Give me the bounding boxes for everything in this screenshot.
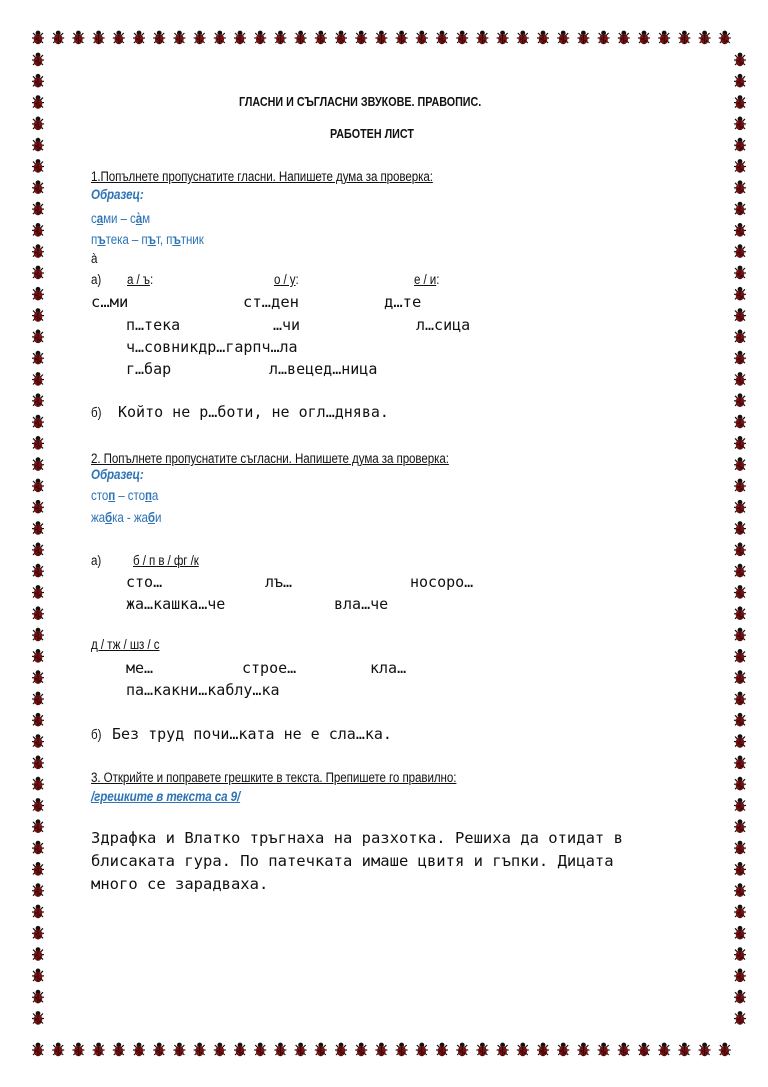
ladybug-icon bbox=[476, 31, 488, 45]
ladybug-icon bbox=[734, 990, 746, 1004]
ladybug-icon bbox=[734, 756, 746, 770]
ladybug-icon bbox=[734, 670, 746, 684]
ladybug-icon bbox=[295, 1043, 307, 1057]
ladybug-icon bbox=[734, 351, 746, 365]
ladybug-icon bbox=[113, 31, 125, 45]
t2-word-5: вла…че bbox=[334, 595, 389, 613]
ladybug-icon bbox=[497, 1043, 509, 1057]
ladybug-icon bbox=[32, 947, 44, 961]
ladybug-icon bbox=[32, 500, 44, 514]
ladybug-icon bbox=[32, 415, 44, 429]
ladybug-icon bbox=[678, 1043, 690, 1057]
ladybug-icon bbox=[32, 883, 44, 897]
ladybug-icon bbox=[678, 31, 690, 45]
ladybug-icon bbox=[598, 1043, 610, 1057]
page-subtitle: РАБОТЕН ЛИСТ bbox=[330, 127, 414, 141]
ladybug-icon bbox=[476, 1043, 488, 1057]
ladybug-icon bbox=[52, 31, 64, 45]
task2-heading: 2. Попълнете пропуснатите съгласни. Напишете дума за проверка: bbox=[91, 451, 449, 466]
ladybug-icon bbox=[618, 1043, 630, 1057]
task3-line-3: много се зарадваха. bbox=[91, 875, 269, 893]
ladybug-icon bbox=[32, 393, 44, 407]
t2-word-7: строе… bbox=[242, 659, 297, 677]
ladybug-icon bbox=[274, 1043, 286, 1057]
ladybug-icon bbox=[638, 31, 650, 45]
ladybug-icon bbox=[32, 756, 44, 770]
ladybug-icon bbox=[254, 31, 266, 45]
ladybug-icon bbox=[32, 777, 44, 791]
ladybug-icon bbox=[734, 819, 746, 833]
ladybug-icon bbox=[734, 95, 746, 109]
t1-word-2: ст…ден bbox=[243, 293, 299, 311]
page-title: ГЛАСНИ И СЪГЛАСНИ ЗВУКОВЕ. ПРАВОПИС. bbox=[239, 95, 482, 109]
ladybug-icon bbox=[93, 31, 105, 45]
ladybug-icon bbox=[734, 330, 746, 344]
ladybug-icon bbox=[375, 1043, 387, 1057]
t2-word-2: лъ… bbox=[265, 573, 293, 591]
ladybug-icon bbox=[537, 1043, 549, 1057]
ladybug-icon bbox=[32, 606, 44, 620]
ladybug-icon bbox=[734, 436, 746, 450]
ladybug-icon bbox=[734, 74, 746, 88]
ladybug-icon bbox=[734, 905, 746, 919]
ladybug-icon bbox=[456, 1043, 468, 1057]
ladybug-icon bbox=[32, 223, 44, 237]
ladybug-icon bbox=[699, 1043, 711, 1057]
ladybug-icon bbox=[32, 905, 44, 919]
ladybug-icon bbox=[315, 1043, 327, 1057]
ladybug-icon bbox=[355, 31, 367, 45]
task2-a-label: а) bbox=[91, 553, 102, 568]
task2-example-1: стоп – стопа bbox=[91, 488, 159, 503]
ladybug-icon bbox=[32, 117, 44, 131]
t2-word-1: сто… bbox=[126, 573, 163, 591]
ladybug-icon bbox=[32, 479, 44, 493]
ladybug-icon bbox=[113, 1043, 125, 1057]
ladybug-icon bbox=[32, 1011, 44, 1025]
ladybug-icon bbox=[719, 31, 731, 45]
ladybug-icon bbox=[32, 585, 44, 599]
ladybug-icon bbox=[734, 202, 746, 216]
ladybug-icon bbox=[355, 1043, 367, 1057]
ladybug-icon bbox=[658, 1043, 670, 1057]
consonant-group-2: д / тж / шз / с bbox=[91, 637, 160, 652]
stray-char: à bbox=[91, 251, 98, 266]
ladybug-icon bbox=[173, 1043, 185, 1057]
ladybug-icon bbox=[32, 180, 44, 194]
t1-word-5: …чи bbox=[273, 316, 301, 334]
ladybug-icon bbox=[734, 543, 746, 557]
ladybug-icon bbox=[214, 31, 226, 45]
ladybug-icon bbox=[133, 31, 145, 45]
ladybug-icon bbox=[254, 1043, 266, 1057]
task1-sample-label: Образец: bbox=[91, 187, 144, 202]
ladybug-icon bbox=[436, 1043, 448, 1057]
ladybug-icon bbox=[32, 798, 44, 812]
ladybug-icon bbox=[734, 415, 746, 429]
ladybug-icon bbox=[194, 31, 206, 45]
ladybug-icon bbox=[32, 819, 44, 833]
ladybug-icon bbox=[32, 564, 44, 578]
task2-b-label: б) bbox=[91, 727, 102, 742]
ladybug-icon bbox=[734, 841, 746, 855]
ladybug-icon bbox=[416, 31, 428, 45]
vowel-pair-e-i: е / и: bbox=[414, 272, 440, 287]
ladybug-icon bbox=[734, 308, 746, 322]
task1-example-1: сами – са̀м bbox=[91, 211, 151, 226]
ladybug-icon bbox=[734, 777, 746, 791]
task3-note: /грешките в текста са 9/ bbox=[91, 789, 241, 804]
task2-proverb: Без труд почи…ката не е сла…ка. bbox=[112, 725, 392, 743]
ladybug-icon bbox=[274, 31, 286, 45]
ladybug-icon bbox=[734, 798, 746, 812]
ladybug-icon bbox=[396, 1043, 408, 1057]
ladybug-icon bbox=[234, 1043, 246, 1057]
ladybug-icon bbox=[52, 1043, 64, 1057]
ladybug-icon bbox=[32, 692, 44, 706]
task2-sample-label: Образец: bbox=[91, 467, 144, 482]
ladybug-icon bbox=[734, 969, 746, 983]
t1-word-4: п…тека bbox=[126, 316, 181, 334]
ladybug-icon bbox=[234, 31, 246, 45]
ladybug-icon bbox=[734, 53, 746, 67]
ladybug-icon bbox=[517, 1043, 529, 1057]
ladybug-icon bbox=[537, 31, 549, 45]
ladybug-icon bbox=[517, 31, 529, 45]
task1-example-2: пътека – път, пътник bbox=[91, 232, 204, 247]
ladybug-icon bbox=[194, 1043, 206, 1057]
ladybug-icon bbox=[32, 159, 44, 173]
t2-word-3: носоро… bbox=[410, 573, 474, 591]
ladybug-icon bbox=[734, 564, 746, 578]
task3-line-1: Здрафка и Влатко тръгнаха на разхотка. Решиха да отидат в bbox=[91, 829, 623, 847]
task2-example-2: жабка - жаби bbox=[91, 510, 162, 525]
task1-a-label: а) bbox=[91, 272, 102, 287]
ladybug-icon bbox=[32, 841, 44, 855]
ladybug-icon bbox=[734, 372, 746, 386]
task3-heading: 3. Открийте и поправете грешките в текста. Препишете го правилно: bbox=[91, 770, 457, 785]
ladybug-icon bbox=[173, 31, 185, 45]
ladybug-icon bbox=[557, 31, 569, 45]
ladybug-icon bbox=[32, 543, 44, 557]
task1-proverb: Който не р…боти, не огл…днява. bbox=[118, 403, 389, 421]
ladybug-icon bbox=[32, 31, 44, 45]
ladybug-icon bbox=[734, 926, 746, 940]
ladybug-icon bbox=[396, 31, 408, 45]
ladybug-icon bbox=[375, 31, 387, 45]
ladybug-icon bbox=[32, 53, 44, 67]
ladybug-icon bbox=[32, 990, 44, 1004]
ladybug-icon bbox=[734, 223, 746, 237]
ladybug-icon bbox=[416, 1043, 428, 1057]
ladybug-icon bbox=[214, 1043, 226, 1057]
ladybug-icon bbox=[93, 1043, 105, 1057]
ladybug-icon bbox=[734, 862, 746, 876]
t2-word-9: па…какни…каблу…ка bbox=[126, 681, 280, 699]
ladybug-icon bbox=[734, 883, 746, 897]
vowel-pair-a-y: а / ъ: bbox=[127, 272, 154, 287]
task3-line-2: блисаката гура. По патечката имаше цвитя и гъпки. Дицата bbox=[91, 852, 614, 870]
ladybug-icon bbox=[577, 1043, 589, 1057]
ladybug-icon bbox=[32, 74, 44, 88]
ladybug-icon bbox=[335, 1043, 347, 1057]
ladybug-icon bbox=[32, 351, 44, 365]
ladybug-icon bbox=[32, 628, 44, 642]
t1-word-6: л…сица bbox=[416, 316, 471, 334]
ladybug-icon bbox=[72, 1043, 84, 1057]
ladybug-icon bbox=[658, 31, 670, 45]
ladybug-icon bbox=[734, 138, 746, 152]
ladybug-icon bbox=[32, 308, 44, 322]
ladybug-icon bbox=[734, 500, 746, 514]
ladybug-icon bbox=[315, 31, 327, 45]
ladybug-icon bbox=[32, 287, 44, 301]
ladybug-icon bbox=[734, 287, 746, 301]
ladybug-icon bbox=[734, 649, 746, 663]
ladybug-icon bbox=[557, 1043, 569, 1057]
t1-word-3: д…те bbox=[384, 293, 422, 311]
ladybug-icon bbox=[72, 31, 84, 45]
ladybug-icon bbox=[436, 31, 448, 45]
ladybug-icon bbox=[153, 1043, 165, 1057]
ladybug-icon bbox=[335, 31, 347, 45]
ladybug-icon bbox=[734, 628, 746, 642]
t2-word-4: жа…кашка…че bbox=[126, 595, 226, 613]
ladybug-icon bbox=[32, 436, 44, 450]
t2-word-8: кла… bbox=[370, 659, 407, 677]
ladybug-icon bbox=[734, 159, 746, 173]
ladybug-icon bbox=[153, 31, 165, 45]
task1-b-label: б) bbox=[91, 405, 102, 420]
ladybug-icon bbox=[577, 31, 589, 45]
ladybug-icon bbox=[638, 1043, 650, 1057]
ladybug-icon bbox=[32, 926, 44, 940]
ladybug-icon bbox=[734, 521, 746, 535]
t1-word-1: с…ми bbox=[91, 293, 129, 311]
ladybug-icon bbox=[32, 95, 44, 109]
ladybug-icon bbox=[32, 521, 44, 535]
ladybug-icon bbox=[32, 330, 44, 344]
ladybug-icon bbox=[734, 692, 746, 706]
ladybug-icon bbox=[734, 117, 746, 131]
ladybug-icon bbox=[734, 947, 746, 961]
ladybug-icon bbox=[734, 713, 746, 727]
ladybug-icon bbox=[734, 734, 746, 748]
ladybug-icon bbox=[32, 372, 44, 386]
ladybug-icon bbox=[32, 266, 44, 280]
ladybug-icon bbox=[295, 31, 307, 45]
ladybug-icon bbox=[32, 138, 44, 152]
t1-word-9: л…вецед…ница bbox=[269, 360, 378, 378]
ladybug-icon bbox=[32, 1043, 44, 1057]
ladybug-icon bbox=[734, 266, 746, 280]
ladybug-icon bbox=[32, 734, 44, 748]
ladybug-icon bbox=[734, 1011, 746, 1025]
ladybug-icon bbox=[734, 393, 746, 407]
consonant-group-1: б / п в / фг /к bbox=[133, 553, 199, 568]
ladybug-icon bbox=[734, 585, 746, 599]
ladybug-icon bbox=[734, 180, 746, 194]
ladybug-icon bbox=[32, 969, 44, 983]
ladybug-icon bbox=[699, 31, 711, 45]
ladybug-icon bbox=[598, 31, 610, 45]
ladybug-icon bbox=[32, 670, 44, 684]
ladybug-icon bbox=[133, 1043, 145, 1057]
ladybug-icon bbox=[32, 202, 44, 216]
ladybug-icon bbox=[32, 649, 44, 663]
ladybug-icon bbox=[32, 713, 44, 727]
t2-word-6: ме… bbox=[126, 659, 154, 677]
ladybug-icon bbox=[32, 244, 44, 258]
ladybug-icon bbox=[618, 31, 630, 45]
ladybug-icon bbox=[32, 457, 44, 471]
ladybug-icon bbox=[734, 244, 746, 258]
ladybug-icon bbox=[719, 1043, 731, 1057]
task1-heading: 1.Попълнете пропуснатите гласни. Напишете дума за проверка: bbox=[91, 169, 433, 184]
t1-word-7: ч…совникдр…гарпч…ла bbox=[126, 338, 298, 356]
vowel-pair-o-u: о / у: bbox=[274, 272, 299, 287]
ladybug-icon bbox=[32, 862, 44, 876]
t1-word-8: г…бар bbox=[126, 360, 172, 378]
ladybug-icon bbox=[734, 606, 746, 620]
ladybug-icon bbox=[456, 31, 468, 45]
ladybug-icon bbox=[734, 479, 746, 493]
ladybug-icon bbox=[497, 31, 509, 45]
ladybug-icon bbox=[734, 457, 746, 471]
